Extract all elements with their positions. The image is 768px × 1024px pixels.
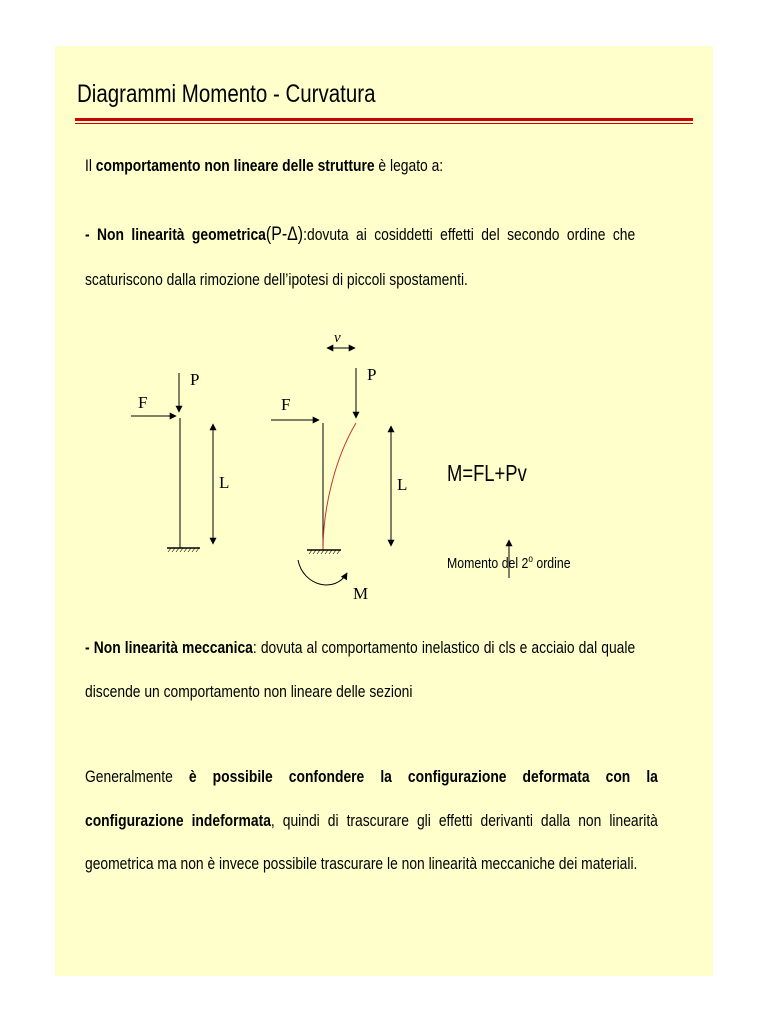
- conclusion-line-2: [85, 811, 658, 832]
- conclusion-l2-rest: , quindi di trascurare gli effetti derivanti dalla non linearità: [270, 812, 658, 830]
- slide-title: Diagrammi Momento - Curvatura: [77, 80, 376, 108]
- geometric-dash: -: [85, 226, 98, 244]
- moment-formula: M=FL+Pv: [447, 460, 527, 486]
- conclusion-line-3: geometrica ma non è invece possibile trascurare le non linearità meccaniche dei materiali.: [85, 855, 638, 873]
- geometric-line-2: scaturiscono dalla rimozione dell’ipotesi di piccoli spostamenti.: [85, 271, 468, 289]
- intro-post: è legato a:: [374, 157, 444, 175]
- intro-line: [85, 156, 443, 177]
- label-l-left: L: [219, 473, 230, 492]
- mechanical-dash: -: [85, 639, 94, 657]
- conclusion-l1-pre: Generalmente: [85, 768, 189, 786]
- mechanical-line1-rest: : dovuta al comportamento inelastico di cls e acciaio dal quale: [252, 639, 636, 657]
- label-f-right: F: [281, 395, 291, 414]
- label-p-left: P: [190, 370, 200, 389]
- mechanical-line-2: discende un comportamento non lineare delle sezioni: [85, 683, 413, 701]
- caption-pre: Momento del 2: [447, 555, 529, 572]
- moment-arrow: [298, 560, 347, 585]
- geometric-title: Non linearità geometrica: [97, 226, 266, 244]
- deformed-column: [271, 330, 407, 585]
- conclusion-line-1: [85, 767, 658, 788]
- conclusion-l2-bold: configurazione indeformata: [85, 812, 271, 830]
- label-l-right: L: [397, 475, 408, 494]
- column-diagram: [55, 328, 713, 588]
- slide: [55, 46, 713, 976]
- label-p-right: P: [367, 365, 377, 384]
- title-rule-thick: [75, 118, 693, 121]
- second-order-caption: [447, 554, 571, 572]
- conclusion-l1-bold: è possibile confondere la configurazione deformata con la: [188, 768, 658, 786]
- label-f-left: F: [138, 393, 148, 412]
- intro-pre: Il: [85, 157, 96, 175]
- geometric-line1-rest: :dovuta ai cosiddetti effetti del secondo ordine che: [303, 226, 636, 244]
- label-m-text: M: [353, 584, 369, 603]
- title-rule-thin: [75, 123, 693, 124]
- undeformed-column: [131, 370, 229, 552]
- mechanical-line-1: [85, 638, 635, 659]
- intro-bold: comportamento non lineare delle strutture: [95, 157, 375, 175]
- geometric-line-1: [85, 223, 635, 248]
- mechanical-title: Non linearità meccanica: [93, 639, 253, 657]
- geometric-paren: (P-Δ): [265, 224, 304, 245]
- caption-sup: o: [528, 554, 533, 565]
- label-v: v: [334, 330, 341, 346]
- deformed-shape: [323, 423, 356, 550]
- caption-post: ordine: [532, 555, 571, 572]
